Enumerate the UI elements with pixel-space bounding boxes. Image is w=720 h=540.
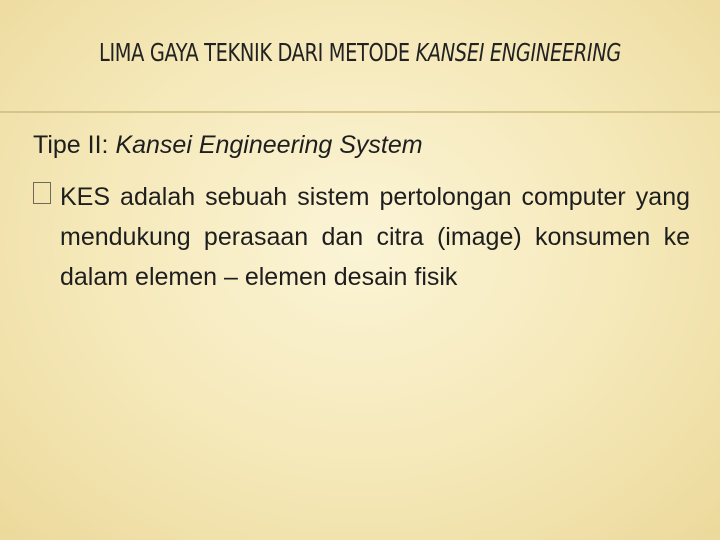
subtitle-plain: Tipe II: [33, 131, 116, 159]
bullet-text: KES adalah sebuah sistem pertolongan computer yang mendukung perasaan dan citra (image) konsumen ke dalam elemen – elemen desain fisik [60, 183, 690, 291]
title-plain: LIMA GAYA TEKNIK DARI METODE [99, 38, 416, 67]
square-bullet-icon [33, 182, 51, 204]
title-italic: KANSEI ENGINEERING [415, 38, 621, 67]
title-divider [0, 111, 720, 113]
slide-title [85, 34, 635, 71]
subtitle-italic: Kansei Engineering System [115, 131, 423, 159]
bullet-item [33, 177, 690, 297]
slide-subtitle [33, 129, 423, 161]
